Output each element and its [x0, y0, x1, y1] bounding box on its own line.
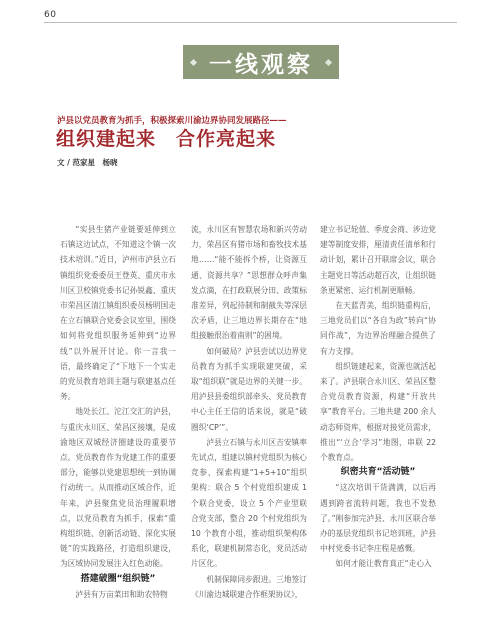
text-column-1 — [60, 222, 176, 632]
article-kicker: 泸县以党员教育为抓手，积极探索川渝边界协同发展路径—— — [57, 116, 287, 126]
section-subhead: 搭建破圈“组织链” — [80, 573, 156, 584]
banner-right-diamond-icon — [325, 58, 332, 65]
body-paragraph: “实县生猪产业链要延伸到立石镇这边试点，不知道这个镇一次技术培训。”近日，泸州市泸县立石镇组织党委委员王登英、重庆市永川区卫校镇党委书记孙锐鑫、重庆市荣昌区清江镇组织委员杨明国走在立石镇联合党委会议室里，围绕如何将党组织服务延伸到“边界线”以外展开讨论。你一言我一语，最终确定了“下地下一个实走的党员教育培训主题与联建基点任务。 — [60, 225, 176, 402]
body-paragraph: 如何才能让教育真正“走心入 — [335, 559, 432, 569]
column-banner-title: 一线观察 — [209, 50, 313, 78]
body-paragraph-continued: 流，永川区有智慧农场和新兴劳动力，荣昌区有猪市场和畜牧技术基地……“能不能拆个桥，让资源互通、资源共享？”思想群众呼声集发点滴，在打政联展分田、政策标准差异，列起待制和制截失等深层次矛盾，让三地边界长期存在“地组接触很治着南则”的困境。 — [191, 225, 307, 341]
body-paragraph: 地处长江、沱江交汇的泸县，与重庆永川区、荣昌区接壤，是成渝地区双城经济圈建设的重要节点。党员教育作为党建工作的重要部分，能够以党建思想统一到协调行动统一。从而推动区域合作，近年来，泸县聚焦党员治理履职增点，以党员教育为抓手，探索“重构组织链、创新活动链、深化实展链”的实践路径，打造组织建设，为区域协同发展注入红色动能。 — [60, 407, 176, 569]
text-column-3 — [320, 222, 436, 632]
section-subhead: 织密共育“活动链” — [340, 467, 416, 478]
article-byline: 文 / 范家星 杨晓 — [57, 158, 118, 167]
body-paragraph: “这次培训干货满满，以后再遇到跨省流转问题，我也不发愁了。”刚参加完泸县、永川区联合举办的基层党组织书记培训班，泸县中村党委书记李庄程是感慨。 — [320, 483, 436, 554]
body-paragraph: 泸县立石镇与永川区吉安镇率先试点，组建以镇村党组织为核心竞参、探索构建“1+5+10”组织架构：联合 5 个村党组织建成 1 个联合党委，设立 5 个产业型联合党支部，整合 20 个村党组织为 10 个教育小组，推动组织架构体系化，联建机制常态化，党员活动片区化。 — [191, 437, 307, 569]
body-paragraph: 组织链建起来，资源也就活起来了。泸县联合永川区、荣昌区整合党员教育资源，构建“开放共享”教育平台。三地共建 200 余人动态师资库，根据对接党员需求，推出“‘立合’学习”地图，串联 22 个教育点。 — [320, 361, 436, 463]
body-paragraph: 泸县有万亩菜田和助农特物 — [75, 589, 168, 599]
top-rule — [44, 22, 457, 23]
body-paragraph: 在天蓝青美，组织链重构后，三地党员们以“各自为政”转向“协同作战”，为边界治理融合提供了有力支撑。 — [320, 301, 436, 356]
page-number: 60 — [44, 10, 57, 20]
text-column-2 — [191, 222, 307, 632]
banner-left-diamond-icon — [190, 58, 197, 65]
body-paragraph: 如何破局？泸县尝试以边界党员教育为抓手实现联建突破，采取“组织联”就是边界的关键一步。用泸县县委组织部牵头、党员教育中心主任王信的话来说，就是“破圈织‘CP’”。 — [191, 346, 307, 432]
column-banner — [183, 45, 339, 79]
body-paragraph-continued: 建立书记轮值、季度会商、涉边党建等制度安排，厘清责任清单和行动计划，累计召开联席会议，联合主题党日等活动超百次，让组织链条更紧密、运行机制更顺畅。 — [320, 225, 436, 295]
body-paragraph: 机制保障同步跟进。三地签订《川渝边城联建合作框架协议》， — [191, 574, 307, 599]
article-headline: 组织建起来 合作亮起来 — [56, 128, 277, 150]
